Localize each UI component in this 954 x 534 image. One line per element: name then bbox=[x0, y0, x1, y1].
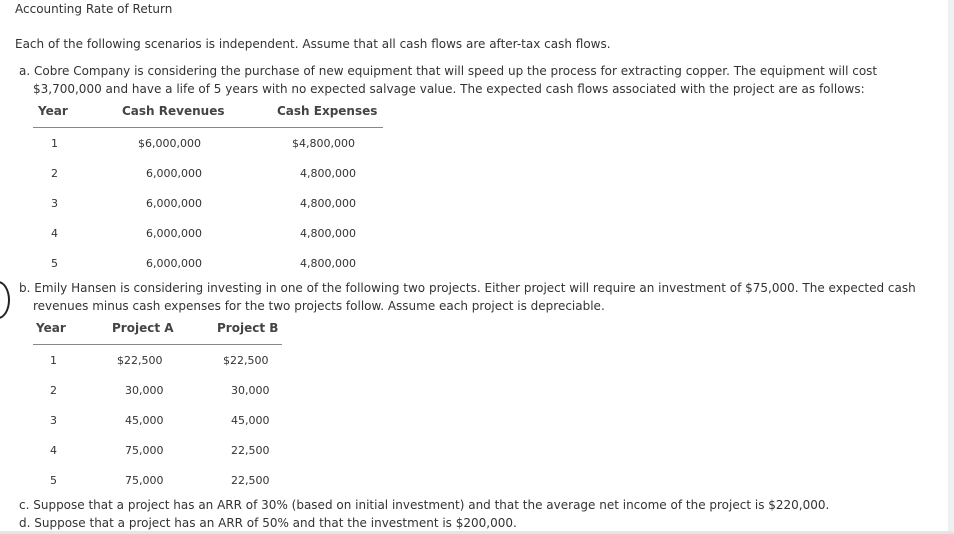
table-b-header-year: Year bbox=[36, 321, 66, 335]
table-a-header-rule bbox=[33, 127, 383, 128]
table-cell: 3 bbox=[50, 414, 57, 427]
table-cell: $22,500 bbox=[117, 354, 163, 367]
table-cell: 6,000,000 bbox=[146, 227, 202, 240]
table-cell: $22,500 bbox=[223, 354, 269, 367]
table-cell: 4 bbox=[50, 444, 57, 457]
table-cell: 45,000 bbox=[125, 414, 164, 427]
table-cell: $6,000,000 bbox=[138, 137, 201, 150]
table-cell: 3 bbox=[51, 197, 58, 210]
table-cell: 2 bbox=[50, 384, 57, 397]
scenario-b-line-2: revenues minus cash expenses for the two projects follow. Assume each project is depreciable. bbox=[33, 299, 605, 313]
table-cell: 6,000,000 bbox=[146, 197, 202, 210]
table-b-header-project-b: Project B bbox=[217, 321, 279, 335]
table-cell: 30,000 bbox=[231, 384, 270, 397]
table-cell: 4,800,000 bbox=[300, 257, 356, 270]
scenario-a-line-2: $3,700,000 and have a life of 5 years with no expected salvage value. The expected cash flows associated with the project are as follows: bbox=[33, 82, 865, 96]
table-cell: 22,500 bbox=[231, 474, 270, 487]
table-cell: 2 bbox=[51, 167, 58, 180]
table-cell: 4 bbox=[51, 227, 58, 240]
table-a-header-revenues: Cash Revenues bbox=[122, 104, 225, 118]
table-a-header-year: Year bbox=[38, 104, 68, 118]
table-cell: 45,000 bbox=[231, 414, 270, 427]
table-b-header-rule bbox=[33, 344, 282, 345]
table-cell: 1 bbox=[50, 354, 57, 367]
page-title: Accounting Rate of Return bbox=[15, 2, 173, 16]
table-cell: 5 bbox=[51, 257, 58, 270]
table-cell: 6,000,000 bbox=[146, 167, 202, 180]
table-cell: 1 bbox=[51, 137, 58, 150]
table-cell: 4,800,000 bbox=[300, 227, 356, 240]
table-cell: 4,800,000 bbox=[300, 197, 356, 210]
cursor-edge-marker bbox=[0, 281, 10, 319]
scenario-a-line-1: a. Cobre Company is considering the purchase of new equipment that will speed up the process for extracting copper. The equipment will cost bbox=[19, 64, 878, 78]
table-cell: 75,000 bbox=[125, 444, 164, 457]
table-cell: $4,800,000 bbox=[292, 137, 355, 150]
table-cell: 22,500 bbox=[231, 444, 270, 457]
table-a-header-expenses: Cash Expenses bbox=[277, 104, 378, 118]
table-cell: 30,000 bbox=[125, 384, 164, 397]
scenario-d-text: d. Suppose that a project has an ARR of 50% and that the investment is $200,000. bbox=[19, 516, 517, 530]
table-cell: 75,000 bbox=[125, 474, 164, 487]
intro-text: Each of the following scenarios is independent. Assume that all cash flows are after-tax cash flows. bbox=[15, 37, 611, 51]
table-b-header-project-a: Project A bbox=[112, 321, 174, 335]
table-cell: 6,000,000 bbox=[146, 257, 202, 270]
scenario-b-line-1: b. Emily Hansen is considering investing in one of the following two projects. Either project will require an investment of $75,000. The expected cash bbox=[19, 281, 916, 295]
scenario-c-text: c. Suppose that a project has an ARR of 30% (based on initial investment) and that the average net income of the project is $220,000. bbox=[19, 498, 830, 512]
table-cell: 5 bbox=[50, 474, 57, 487]
scrollbar-track[interactable] bbox=[948, 0, 954, 534]
table-cell: 4,800,000 bbox=[300, 167, 356, 180]
